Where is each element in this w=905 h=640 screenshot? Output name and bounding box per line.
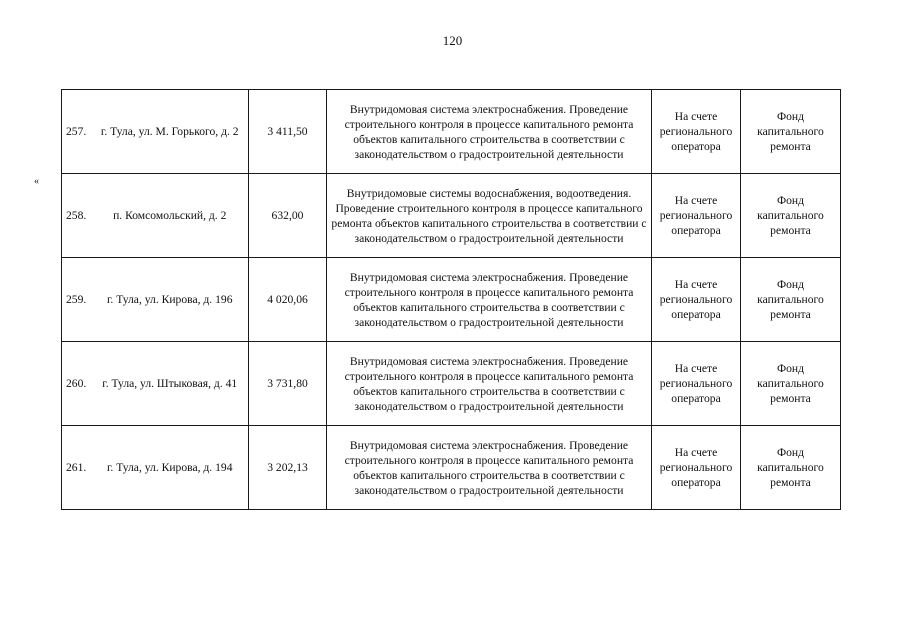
address-cell: г. Тула, ул. Кирова, д. 194 (92, 426, 249, 510)
area-cell: 4 020,06 (249, 258, 327, 342)
table-row (62, 174, 841, 258)
registry-table (61, 89, 841, 510)
work-description-cell: Внутридомовая система электроснабжения. Проведение строительного контроля в процессе капитального ремонта объектов капитального строительства в соответствии с законодательством о градостроительной деятельности (327, 90, 652, 174)
table-row (62, 90, 841, 174)
row-number: 259. (62, 258, 92, 342)
work-description-cell: Внутридомовая система электроснабжения. Проведение строительного контроля в процессе капитального ремонта объектов капитального строительства в соответствии с законодательством о градостроительной деятельности (327, 426, 652, 510)
work-description-cell: Внутридомовая система электроснабжения. Проведение строительного контроля в процессе капитального ремонта объектов капитального строительства в соответствии с законодательством о градостроительной деятельности (327, 258, 652, 342)
address-cell: п. Комсомольский, д. 2 (92, 174, 249, 258)
fund-cell: Фонд капитального ремонта (741, 174, 841, 258)
work-description-cell: Внутридомовая система электроснабжения. Проведение строительного контроля в процессе капитального ремонта объектов капитального строительства в соответствии с законодательством о градостроительной деятельности (327, 342, 652, 426)
address-cell: г. Тула, ул. Штыковая, д. 41 (92, 342, 249, 426)
fund-cell: Фонд капитального ремонта (741, 90, 841, 174)
address-cell: г. Тула, ул. Кирова, д. 196 (92, 258, 249, 342)
fund-cell: Фонд капитального ремонта (741, 258, 841, 342)
row-number: 261. (62, 426, 92, 510)
account-cell: На счете регионального оператора (652, 90, 741, 174)
page-number: 120 (442, 33, 463, 48)
work-description-cell: Внутридомовые системы водоснабжения, водоотведения. Проведение строительного контроля в процессе капитального ремонта объектов капитального строительства в соответствии с законодательством о градостроительной деятельности (327, 174, 652, 258)
area-cell: 632,00 (249, 174, 327, 258)
table-row (62, 258, 841, 342)
account-cell: На счете регионального оператора (652, 342, 741, 426)
address-cell: г. Тула, ул. М. Горького, д. 2 (92, 90, 249, 174)
account-cell: На счете регионального оператора (652, 426, 741, 510)
area-cell: 3 411,50 (249, 90, 327, 174)
stray-mark: « (34, 176, 39, 187)
table-row (62, 426, 841, 510)
account-cell: На счете регионального оператора (652, 174, 741, 258)
area-cell: 3 731,80 (249, 342, 327, 426)
table-row (62, 342, 841, 426)
fund-cell: Фонд капитального ремонта (741, 342, 841, 426)
fund-cell: Фонд капитального ремонта (741, 426, 841, 510)
account-cell: На счете регионального оператора (652, 258, 741, 342)
row-number: 258. (62, 174, 92, 258)
area-cell: 3 202,13 (249, 426, 327, 510)
row-number: 257. (62, 90, 92, 174)
row-number: 260. (62, 342, 92, 426)
